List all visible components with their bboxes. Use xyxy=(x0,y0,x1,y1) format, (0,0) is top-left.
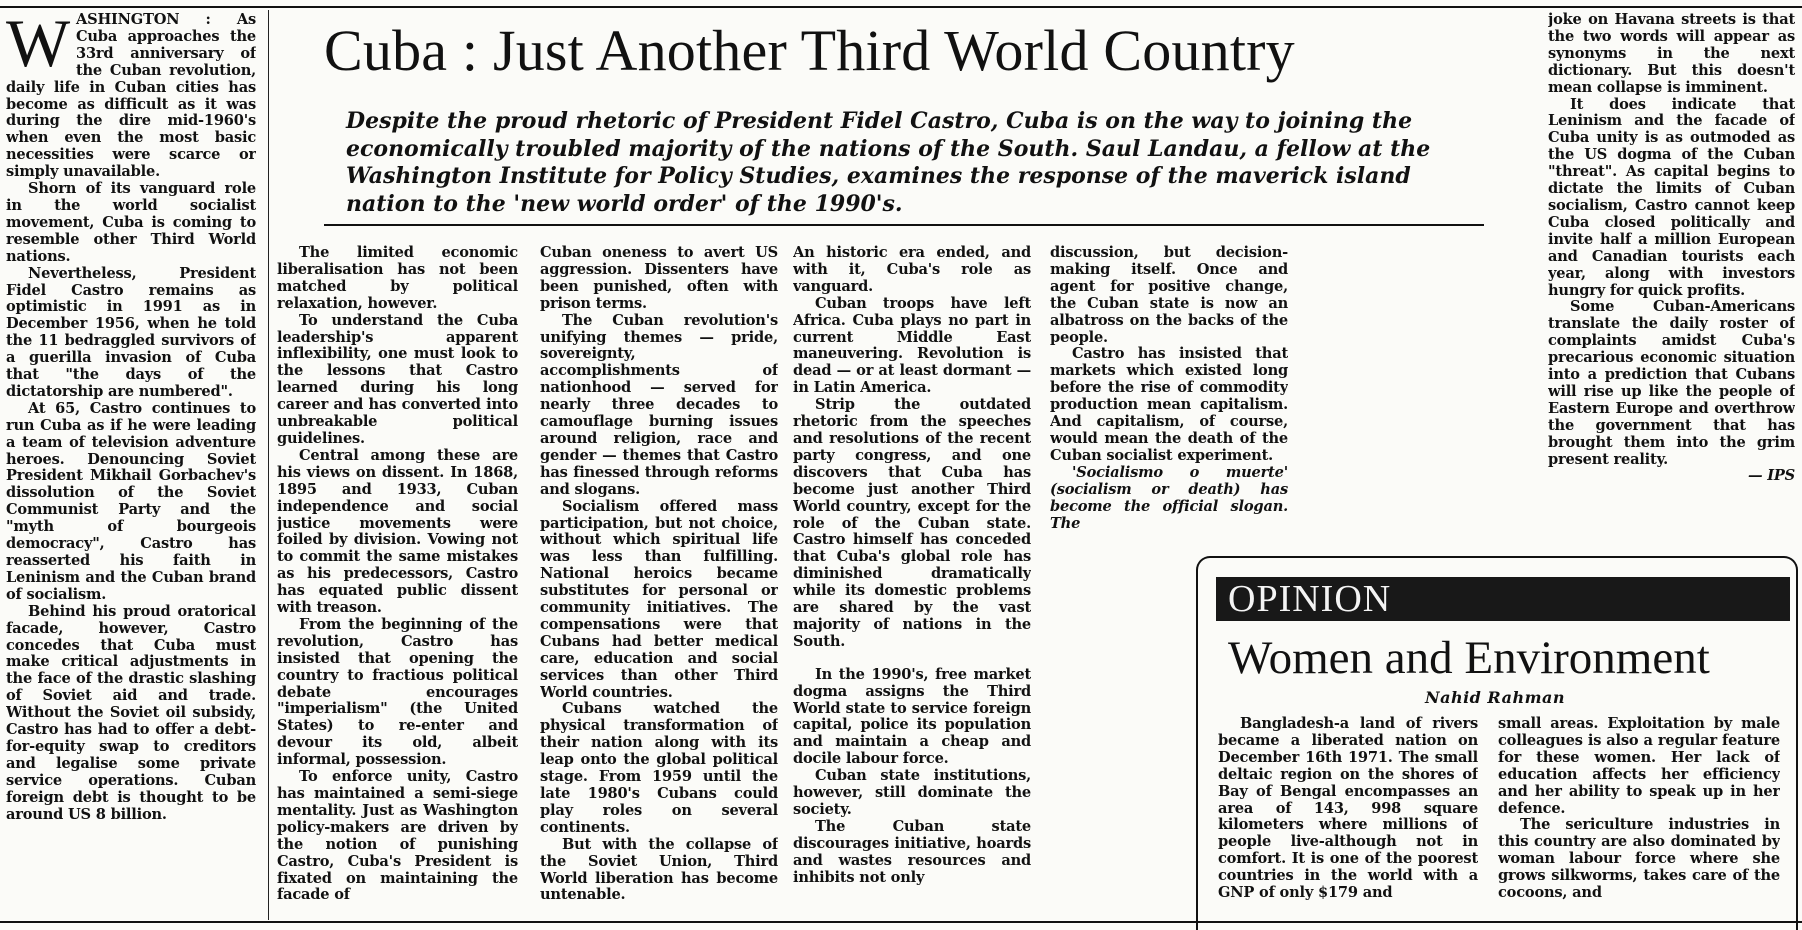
paragraph: An historic era ended, and with it, Cuba's role as vanguard. xyxy=(793,245,1031,295)
paragraph: But with the collapse of the Soviet Union, Third World liberation has become untenable. xyxy=(540,835,778,904)
paragraph: Socialism offered mass participation, but not choice, without which spiritual life was less than fulfilling. National heroics became substitutes for personal or community initiatives. The compensations were that Cubans had better medical care, education and social services than other Third World countries. xyxy=(540,497,778,701)
paragraph: Castro has insisted that markets which existed long before the rise of commodity production mean capitalism. And capitalism, of course, would mean the death of the Cuban socialist experiment. xyxy=(1050,345,1288,464)
paragraph: Behind his proud oratorical facade, however, Castro concedes that Cuba must make critical adjustments in the face of the drastic slashing of Soviet aid and trade. Without the Soviet oil subsidy, Castro has had to offer a debt-for-equity swap to creditors and legalise some private service operations. Cuban foreign debt is thought to be around US 8 billion. xyxy=(6,602,256,823)
paragraph: The Cuban revolution's unifying themes — pride, sovereignty, accomplishments of nationhood — served for nearly three decades to camouflage burning issues around religion, race and gender — themes that Castro has finessed through reforms and slogans. xyxy=(540,311,778,498)
paragraph: 'Socialismo o muerte' (socialism or death) has become the official slogan. The xyxy=(1050,463,1288,532)
paragraph: At 65, Castro continues to run Cuba as if he were leading a team of television adventure heroes. Denouncing Soviet President Mikhail Gorbachev's dissolution of the Soviet Communist Party and the "myth of bourgeois democracy", Castro has reasserted his faith in Leninism and the Cuban brand of socialism. xyxy=(6,399,256,603)
lead-paragraph: WASHINGTON : As Cuba approaches the 33rd anniversary of the Cuban revolution, daily life in Cuban cities has become as difficult as it was during the dire mid-1960's when even the most basic necessities were scarce or simply unavailable. xyxy=(6,12,256,181)
paragraph: Shorn of its vanguard role in the world socialist movement, Cuba is coming to resemble other Third World nations. xyxy=(6,180,256,265)
paragraph: Some Cuban-Americans translate the daily roster of complaints amidst Cuba's precarious economic situation into a prediction that Cubans will rise up like the people of Eastern Europe and overthrow the government that has brought them into the grim present reality. xyxy=(1548,298,1795,468)
standfirst: Despite the proud rhetoric of President Fidel Castro, Cuba is on the way to joining the economically troubled majority of the nations of the South. Saul Landau, a fellow at the Washington Institute for Policy Studies, examines the response of the maverick island nation to the 'new world order' of the 1990's. xyxy=(346,108,1431,217)
bottom-rule xyxy=(0,921,1802,923)
paragraph: The sericulture industries in this country are also dominated by woman labour force where she grows silkworms, takes care of the cocoons, and xyxy=(1498,816,1780,902)
paragraph: Central among these are his views on dissent. In 1868, 1895 and 1933, Cuban independence and social justice movements were foiled by division. Vowing not to commit the same mistakes as his predecessors, Castro has equated public dissent with treason. xyxy=(277,446,518,617)
article-column-5 xyxy=(1050,245,1288,545)
paragraph: It does indicate that Leninism and the facade of Cuba unity is as outmoded as the US dogma of the Cuban "threat". As capital begins to dictate the limits of Cuban socialism, Castro cannot keep Cuba closed politically and invite half a million European and Canadian tourists each year, along with investors hungry for quick profits. xyxy=(1548,95,1795,299)
opinion-label: OPINION xyxy=(1216,577,1790,621)
article-column-4 xyxy=(793,245,1031,921)
headline: Cuba : Just Another Third World Country xyxy=(324,18,1295,83)
agency-credit: — IPS xyxy=(1747,467,1795,485)
paragraph: The Cuban state discourages initiative, hoards and wastes resources and inhibits not only xyxy=(793,817,1031,886)
paragraph: discussion, but decision-making itself. Once and agent for positive change, the Cuban state is now an albatross on the backs of the people. xyxy=(1050,245,1288,346)
top-rule xyxy=(0,6,1802,8)
paragraph: To enforce unity, Castro has maintained a semi-siege mentality. Just as Washington policy-makers are driven by the notion of punishing Castro, Cuba's President is fixated on maintaining the facade of xyxy=(277,768,518,904)
paragraph: Cubans watched the physical transformation of their nation along with its leap onto the global political stage. From 1959 until the late 1980's Cubans could play roles on several continents. xyxy=(540,700,778,836)
column-divider xyxy=(268,10,269,920)
article-column-6 xyxy=(1548,12,1795,550)
paragraph: Cuban state institutions, however, still dominate the society. xyxy=(793,767,1031,818)
paragraph: Cuban troops have left Africa. Cuba plays no part in current Middle East maneuvering. Revolution is dead — or at least dormant — in Latin America. xyxy=(793,294,1031,397)
paragraph: From the beginning of the revolution, Castro has insisted that opening the country to fractious political debate encourages "imperialism" (the United States) to re-enter and devour its old, albeit informal, possession. xyxy=(277,615,518,769)
opinion-column-right xyxy=(1498,716,1780,921)
paragraph: small areas. Exploitation by male colleagues is also a regular feature for these women. Her lack of education affects her efficiency and her ability to speak up in her defence. xyxy=(1498,716,1780,817)
article-column-3 xyxy=(540,245,778,921)
paragraph: Strip the outdated rhetoric from the speeches and resolutions of the recent party congress, and one discovers that Cuba has become just another Third World country, except for the role of the Cuban state. Castro himself has conceded that Cuba's global role has diminished dramatically while its domestic problems are shared by the vast majority of nations in the South. xyxy=(793,396,1031,650)
opinion-byline: Nahid Rahman xyxy=(1424,688,1566,707)
standfirst-rule xyxy=(324,224,1484,226)
paragraph: The limited economic liberalisation has not been matched by political relaxation, however. xyxy=(277,245,518,312)
opinion-column-left xyxy=(1218,716,1478,921)
paragraph: joke on Havana streets is that the two words will appear as synonyms in the next dictionary. But this doesn't mean collapse is imminent. xyxy=(1548,12,1795,96)
drop-cap: W xyxy=(6,12,70,81)
paragraph: Bangladesh-a land of rivers became a liberated nation on December 16th 1971. The small deltaic region on the shores of Bay of Bengal encompasses an area of 143, 998 square kilometers where millions of people live-although not in comfort. It is one of the poorest countries in the world with a GNP of only $179 and xyxy=(1218,716,1478,902)
paragraph: Cuban oneness to avert US aggression. Dissenters have been punished, often with prison terms. xyxy=(540,245,778,312)
article-column-2 xyxy=(277,245,518,921)
paragraph: In the 1990's, free market dogma assigns the Third World state to service foreign capital, police its population and maintain a cheap and docile labour force. xyxy=(793,665,1031,768)
paragraph: Nevertheless, President Fidel Castro remains as optimistic in 1991 as in December 1956, when he told the 11 bedraggled survivors of a guerilla invasion of Cuba that "the days of the dictatorship are numbered". xyxy=(6,264,256,400)
paragraph: To understand the Cuba leadership's apparent inflexibility, one must look to the lessons that Castro learned during his long career and has converted into unbreakable political guidelines. xyxy=(277,311,518,447)
opinion-title: Women and Environment xyxy=(1228,632,1710,684)
article-column-1 xyxy=(6,12,256,920)
